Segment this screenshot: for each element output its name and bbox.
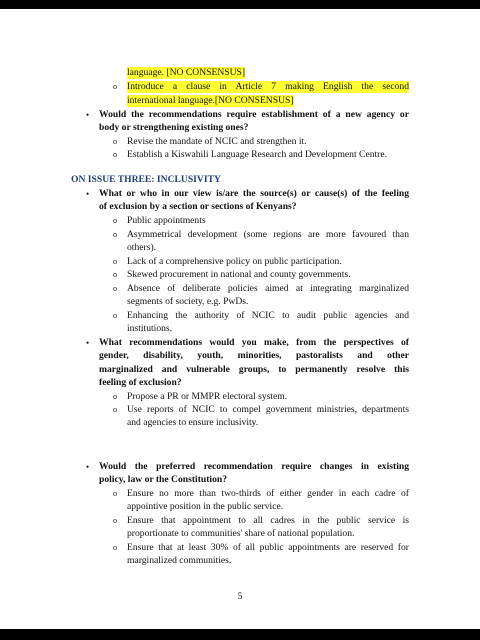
sub-bullet-marker: o: [113, 270, 117, 279]
answer-item: marginalized communities.: [127, 555, 232, 566]
answer-item: Revise the mandate of NCIC and strengthen it.: [127, 136, 307, 147]
answer-item: Enhancing the authority of NCIC to audit public agencies and: [127, 310, 409, 321]
sub-bullet-marker: o: [113, 392, 117, 401]
bottom-edge-bar: [0, 629, 480, 640]
sub-bullet-marker: o: [113, 257, 117, 266]
answer-item: Public appointments: [127, 215, 206, 226]
sub-bullet-marker: o: [113, 516, 117, 525]
answer-item: Ensure that appointment to all cadres in the public service is: [127, 515, 409, 526]
question-text: of exclusion by a section or sections of Kenyans?: [99, 201, 297, 212]
bullet-marker: •: [86, 110, 90, 120]
answer-item: Lack of a comprehensive policy on public participation.: [127, 256, 342, 267]
question-text: policy, law or the Constitution?: [99, 474, 228, 485]
page-number: 5: [237, 592, 243, 602]
bullet-marker: •: [86, 462, 90, 472]
sub-bullet-marker: o: [113, 405, 117, 414]
answer-item: proportionate to communities' share of national population.: [127, 528, 355, 539]
sub-bullet-marker: o: [113, 543, 117, 552]
answer-item: and agencies to ensure inclusivity.: [127, 417, 259, 428]
question-text: body or strengthening existing ones?: [99, 122, 249, 133]
answer-item: Asymmetrical development (some regions are more favoured than: [127, 229, 409, 240]
highlighted-text: language. [NO CONSENSUS]: [127, 67, 246, 78]
question-text: Would the recommendations require establishment of a new agency or: [99, 109, 409, 120]
question-text: feeling of exclusion?: [99, 377, 182, 388]
question-text: What or who in our view is/are the source(s) or cause(s) of the feeling: [99, 188, 409, 199]
sub-bullet-marker: o: [113, 311, 117, 320]
answer-item: others).: [127, 242, 157, 253]
highlighted-text: international language.[NO CONSENSUS]: [127, 95, 294, 106]
answer-item: Establish a Kiswahili Language Research and Development Centre.: [127, 149, 388, 160]
question-text: gender, disability, youth, minorities, pastoralists and other: [99, 350, 409, 361]
answer-item: Use reports of NCIC to compel government ministries, departments: [127, 404, 409, 415]
answer-item: Skewed procurement in national and county governments.: [127, 269, 351, 280]
answer-item: institutions.: [127, 323, 173, 334]
sub-bullet-marker: o: [113, 489, 117, 498]
answer-item: Absence of deliberate policies aimed at integrating marginalized: [127, 283, 409, 294]
answer-item: segments of society, e.g. PwDs.: [127, 296, 249, 307]
answer-item: Ensure no more than two-thirds of either gender in each cadre of: [127, 488, 409, 499]
sub-bullet-marker: o: [113, 284, 117, 293]
answer-item: appointive position in the public service.: [127, 501, 284, 512]
question-text: marginalized and vulnerable groups, to permanently resolve this: [99, 364, 409, 375]
highlighted-text: Introduce a clause in Article 7 making English the second: [127, 81, 409, 92]
sub-bullet-marker: o: [113, 137, 117, 146]
answer-item: Propose a PR or MMPR electoral system.: [127, 391, 288, 402]
question-text: What recommendations would you make, from the perspectives of: [99, 337, 409, 348]
sub-bullet-marker: o: [113, 150, 117, 159]
sub-bullet-marker: o: [113, 82, 117, 91]
question-text: Would the preferred recommendation require changes in existing: [99, 461, 409, 472]
section-heading: ON ISSUE THREE: INCLUSIVITY: [71, 174, 221, 185]
sub-bullet-marker: o: [113, 230, 117, 239]
bullet-marker: •: [86, 189, 90, 199]
sub-bullet-marker: o: [113, 216, 117, 225]
bullet-marker: •: [86, 338, 90, 348]
answer-item: Ensure that at least 30% of all public appointments are reserved for: [127, 542, 409, 553]
